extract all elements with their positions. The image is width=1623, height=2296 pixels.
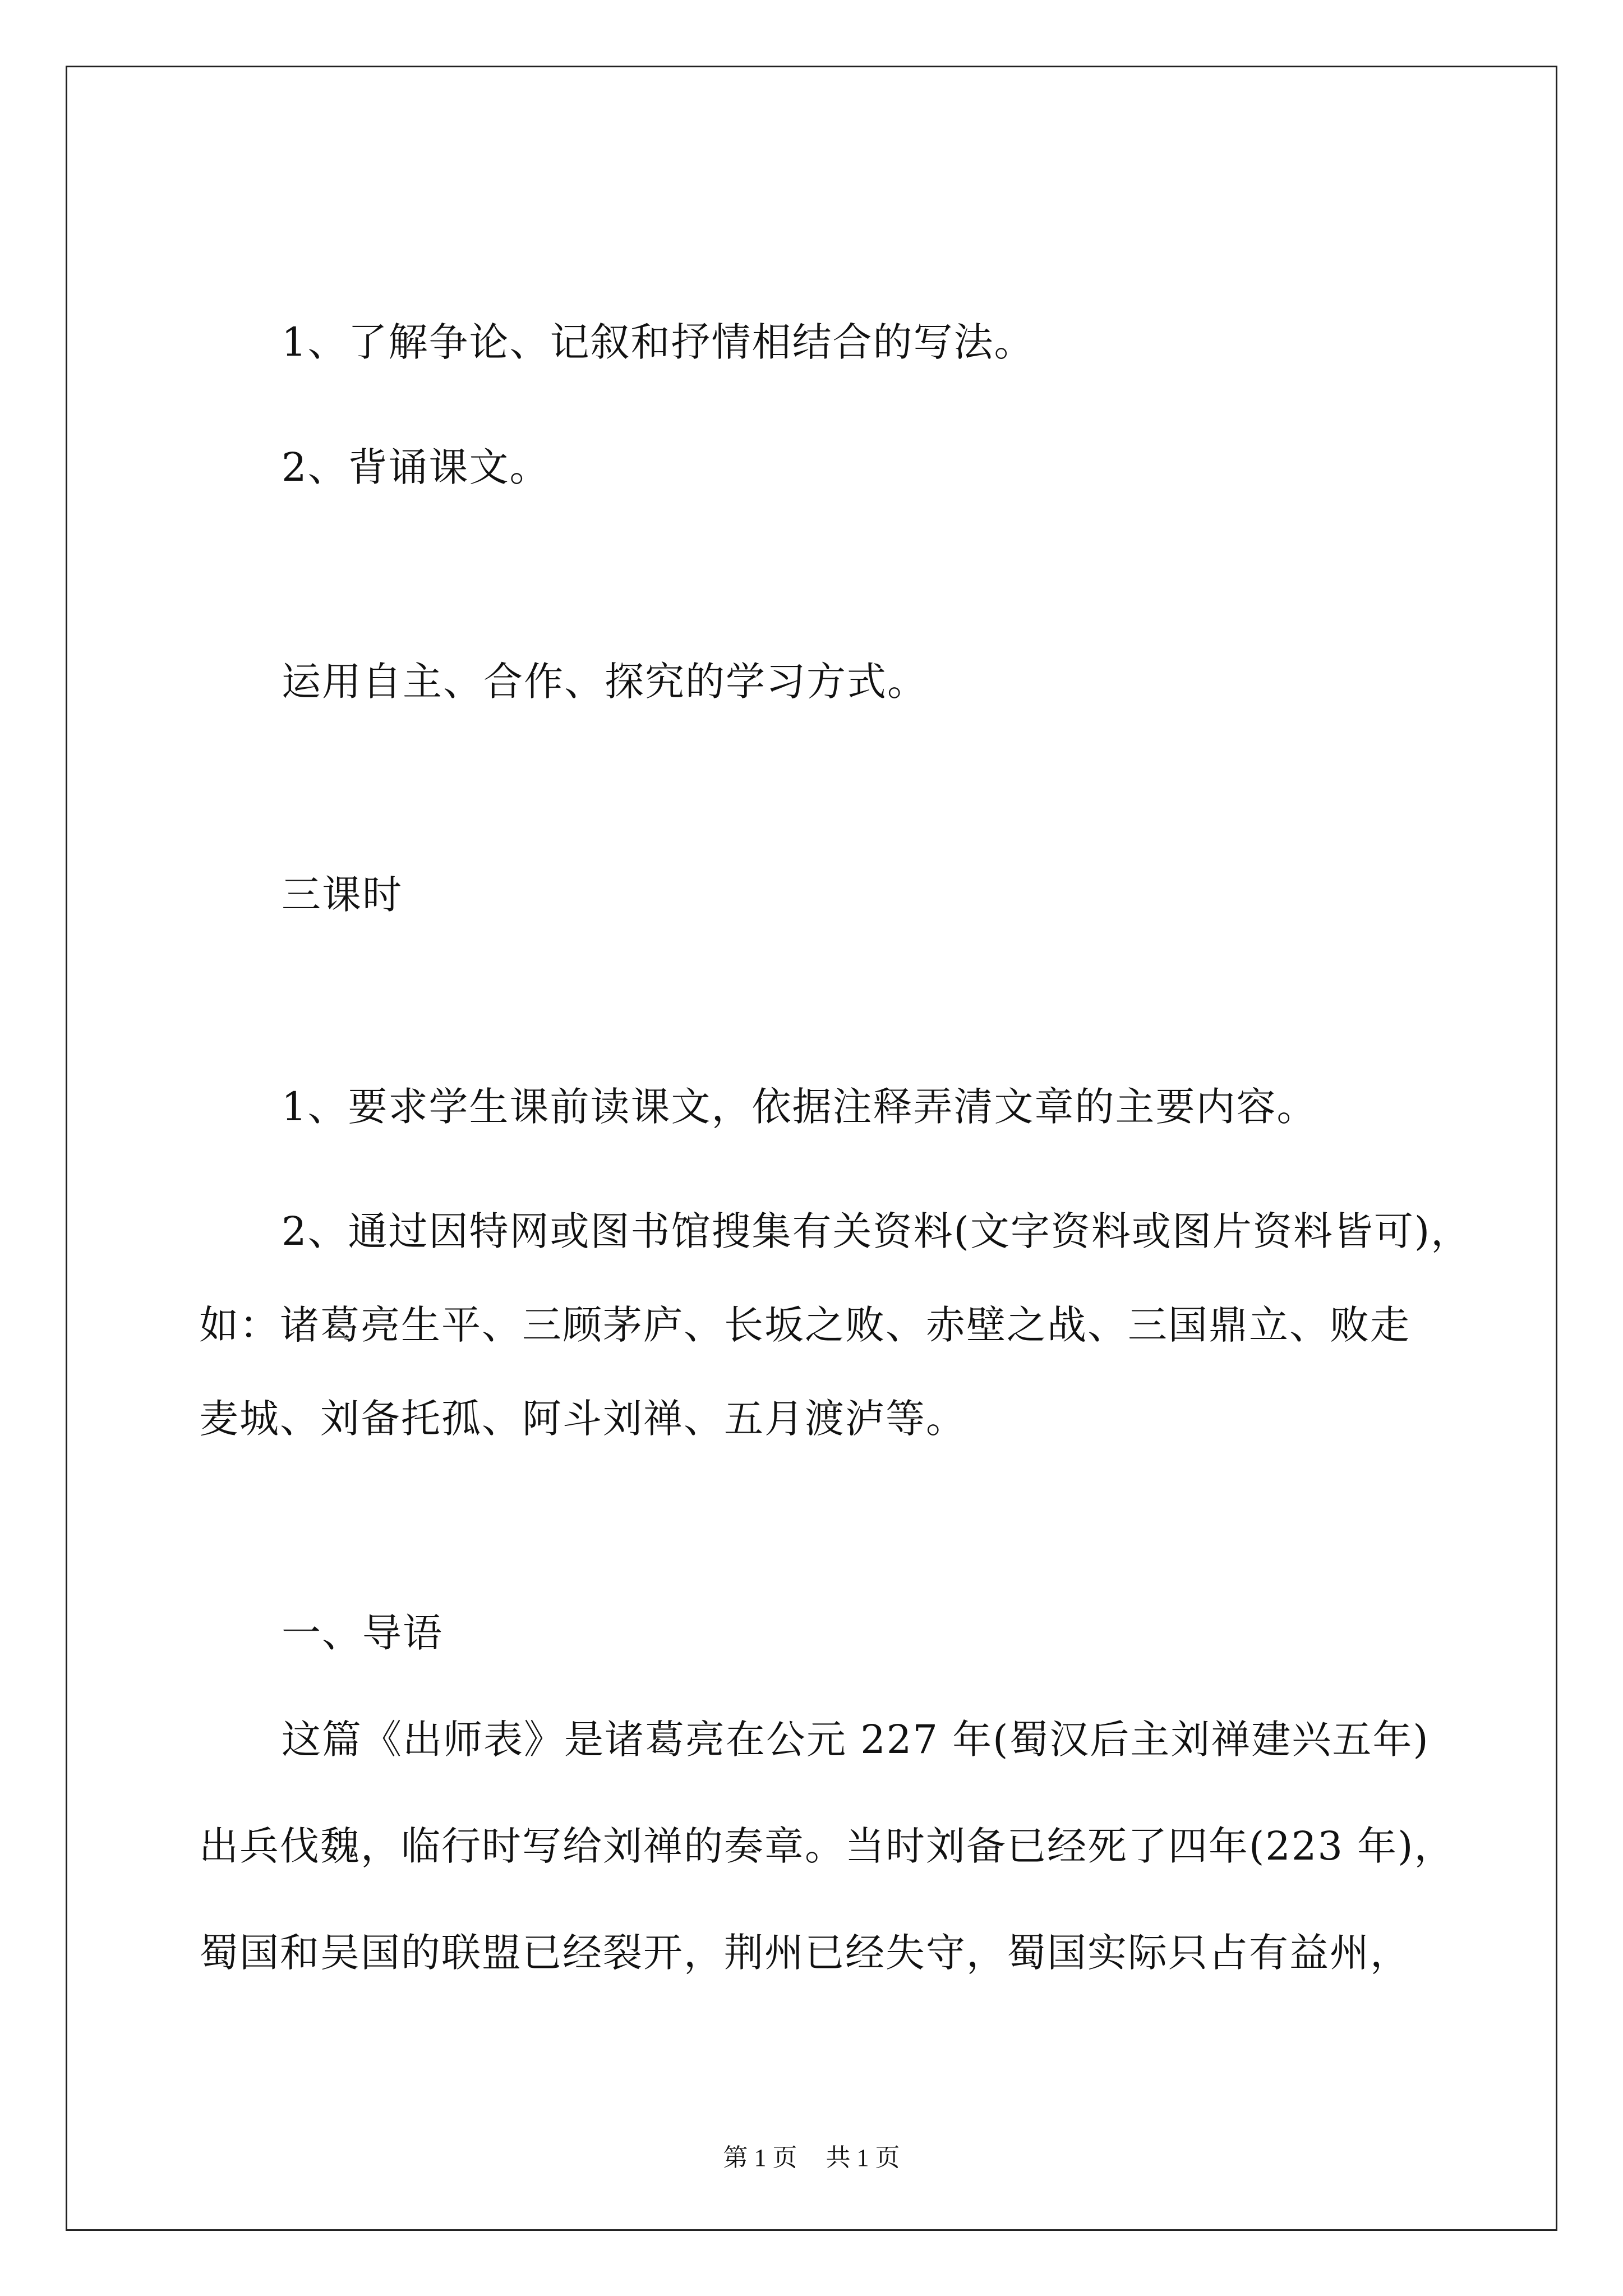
goal-2-text: 2、背诵课文。 — [282, 444, 550, 490]
page-total: 共 1 页 — [826, 2144, 900, 2171]
intro-heading: 一、导语 — [282, 1610, 443, 1656]
prep-2-line-3: 麦城、刘备托孤、阿斗刘禅、五月渡泸等。 — [199, 1396, 966, 1442]
method-text: 运用自主、合作、探究的学习方式。 — [282, 659, 928, 705]
intro-line-3: 蜀国和吴国的联盟已经裂开，荆州已经失守，蜀国实际只占有益州， — [199, 1930, 1410, 1976]
intro-line-1: 这篇《出师表》是诸葛亮在公元 227 年(蜀汉后主刘禅建兴五年) — [282, 1717, 1430, 1763]
prep-2-line-1: 2、通过因特网或图书馆搜集有关资料(文字资料或图片资料皆可)， — [282, 1208, 1472, 1254]
page-number: 第 1 页 — [723, 2144, 797, 2171]
page-footer — [0, 2144, 1623, 2172]
page-frame — [66, 66, 1557, 2231]
intro-line-2: 出兵伐魏，临行时写给刘禅的奏章。当时刘备已经死了四年(223 年)， — [199, 1823, 1455, 1869]
prep-2-line-2: 如：诸葛亮生平、三顾茅庐、长坂之败、赤壁之战、三国鼎立、败走 — [199, 1302, 1410, 1348]
goal-1-text: 1、了解争论、记叙和抒情相结合的写法。 — [282, 319, 1035, 365]
prep-1-text: 1、要求学生课前读课文，依据注释弄清文章的主要内容。 — [282, 1084, 1317, 1130]
hours-text: 三课时 — [282, 872, 403, 918]
